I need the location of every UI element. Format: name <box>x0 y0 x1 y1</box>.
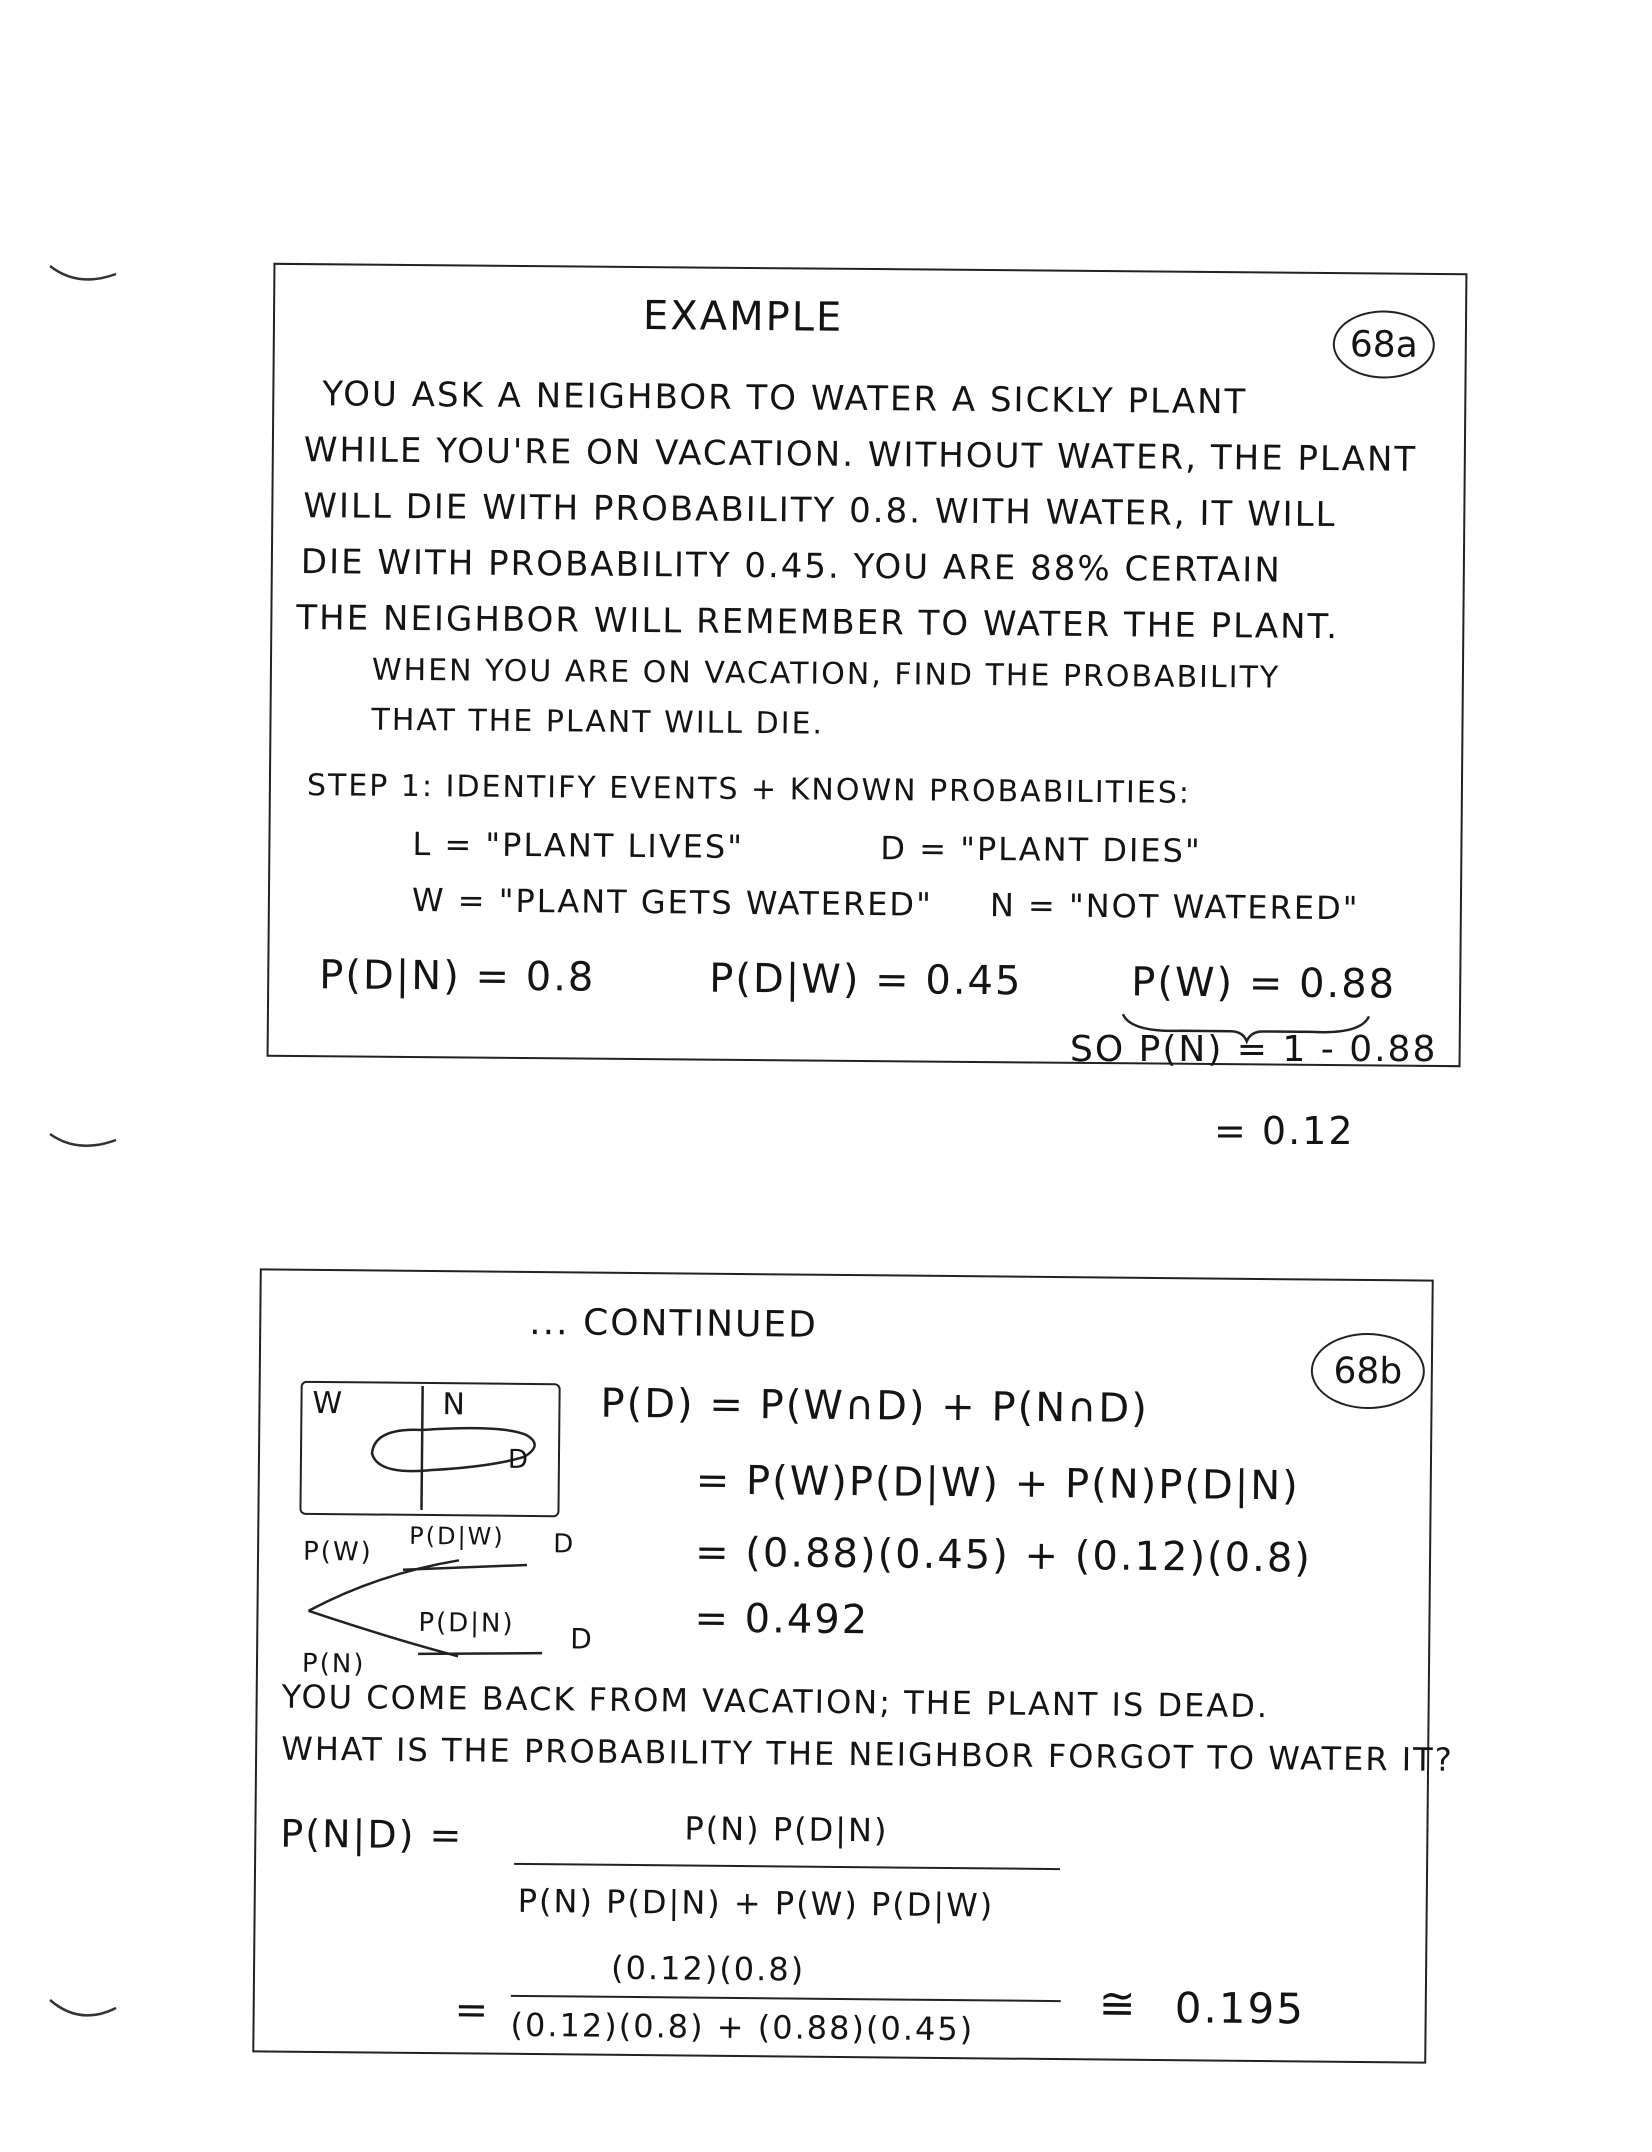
problem-line-6: WHEN YOU ARE ON VACATION, FIND THE PROBABILITY <box>371 652 1281 696</box>
card-68b <box>252 1268 1454 2063</box>
margin-mark-bottom <box>48 1996 118 2024</box>
margin-mark-top <box>48 262 118 286</box>
bayes-approx-sign: ≅ <box>1098 1978 1138 2030</box>
card-a-badge-label: 68a <box>1349 323 1418 366</box>
bayes-values-fraction-bar <box>511 1995 1061 2002</box>
margin-mark-middle <box>48 1130 118 1154</box>
event-watered: W = "PLANT GETS WATERED" <box>411 881 933 924</box>
card-b-badge <box>1310 1332 1425 1409</box>
total-prob-line-2: = P(W)P(D|W) + P(N)P(D|N) <box>695 1457 1300 1510</box>
prob-w: P(W) = 0.88 <box>1131 959 1397 1008</box>
venn-label-w: W <box>312 1385 345 1422</box>
so-p-n: SO P(N) = 1 - 0.88 <box>1070 1029 1438 1070</box>
tree-leaf-d2: D <box>570 1622 594 1656</box>
tree-label-pdw: P(D|W) <box>409 1521 505 1551</box>
total-prob-line-4: = 0.492 <box>694 1595 870 1644</box>
problem-line-5: THE NEIGHBOR WILL REMEMBER TO WATER THE PLANT. <box>296 598 1340 648</box>
tree-label-pw: P(W) <box>302 1536 373 1568</box>
tree-label-pdn: P(D|N) <box>418 1607 515 1639</box>
venn-label-d: D <box>507 1444 531 1475</box>
card-a-badge <box>1333 310 1436 379</box>
bayes-numerator: P(N) P(D|N) <box>684 1809 889 1850</box>
tree-leaf-d1: D <box>553 1529 576 1560</box>
question-line-2: WHAT IS THE PROBABILITY THE NEIGHBOR FORGOT TO WATER IT? <box>280 1729 1454 1779</box>
so-p-n-result: = 0.12 <box>1214 1109 1355 1153</box>
bayes-result: 0.195 <box>1174 1983 1306 2034</box>
total-prob-line-1: P(D) = P(W∩D) + P(N∩D) <box>600 1380 1150 1432</box>
prob-d-given-w: P(D|W) = 0.45 <box>709 955 1023 1005</box>
step-1-heading: STEP 1: IDENTIFY EVENTS + KNOWN PROBABILITIES: <box>306 768 1192 811</box>
event-dies: D = "PLANT DIES" <box>880 829 1202 870</box>
problem-line-1: YOU ASK A NEIGHBOR TO WATER A SICKLY PLANT <box>322 374 1248 423</box>
bayes-fraction-bar <box>514 1863 1060 1870</box>
problem-line-4: DIE WITH PROBABILITY 0.45. YOU ARE 88% CERTAIN <box>300 542 1282 591</box>
card-b-title: ... CONTINUED <box>529 1301 818 1346</box>
prob-d-given-n: P(D|N) = 0.8 <box>319 952 596 1001</box>
card-68a <box>267 263 1468 1070</box>
problem-line-2: WHILE YOU'RE ON VACATION. WITHOUT WATER, THE PLANT <box>303 430 1418 480</box>
card-a-title: EXAMPLE <box>642 293 844 341</box>
venn-diagram <box>299 1381 560 1517</box>
bayes-equals: = <box>454 1987 491 2034</box>
question-line-1: YOU COME BACK FROM VACATION; THE PLANT IS DEAD. <box>281 1677 1270 1726</box>
venn-label-n: N <box>442 1387 468 1423</box>
bayes-denominator-values: (0.12)(0.8) + (0.88)(0.45) <box>510 2005 975 2049</box>
total-prob-line-3: = (0.88)(0.45) + (0.12)(0.8) <box>694 1529 1313 1582</box>
event-lives: L = "PLANT LIVES" <box>412 825 745 866</box>
problem-line-3: WILL DIE WITH PROBABILITY 0.8. WITH WATER, IT WILL <box>303 486 1337 536</box>
bayes-lhs: P(N|D) = <box>280 1811 464 1858</box>
tree-label-pn: P(N) <box>301 1648 366 1680</box>
problem-line-7: THAT THE PLANT WILL DIE. <box>371 702 825 742</box>
bayes-numerator-values: (0.12)(0.8) <box>610 1948 806 1989</box>
card-b-badge-label: 68b <box>1333 1350 1403 1392</box>
bayes-denominator: P(N) P(D|N) + P(W) P(D|W) <box>517 1881 995 1925</box>
event-not-watered: N = "NOT WATERED" <box>989 886 1360 928</box>
